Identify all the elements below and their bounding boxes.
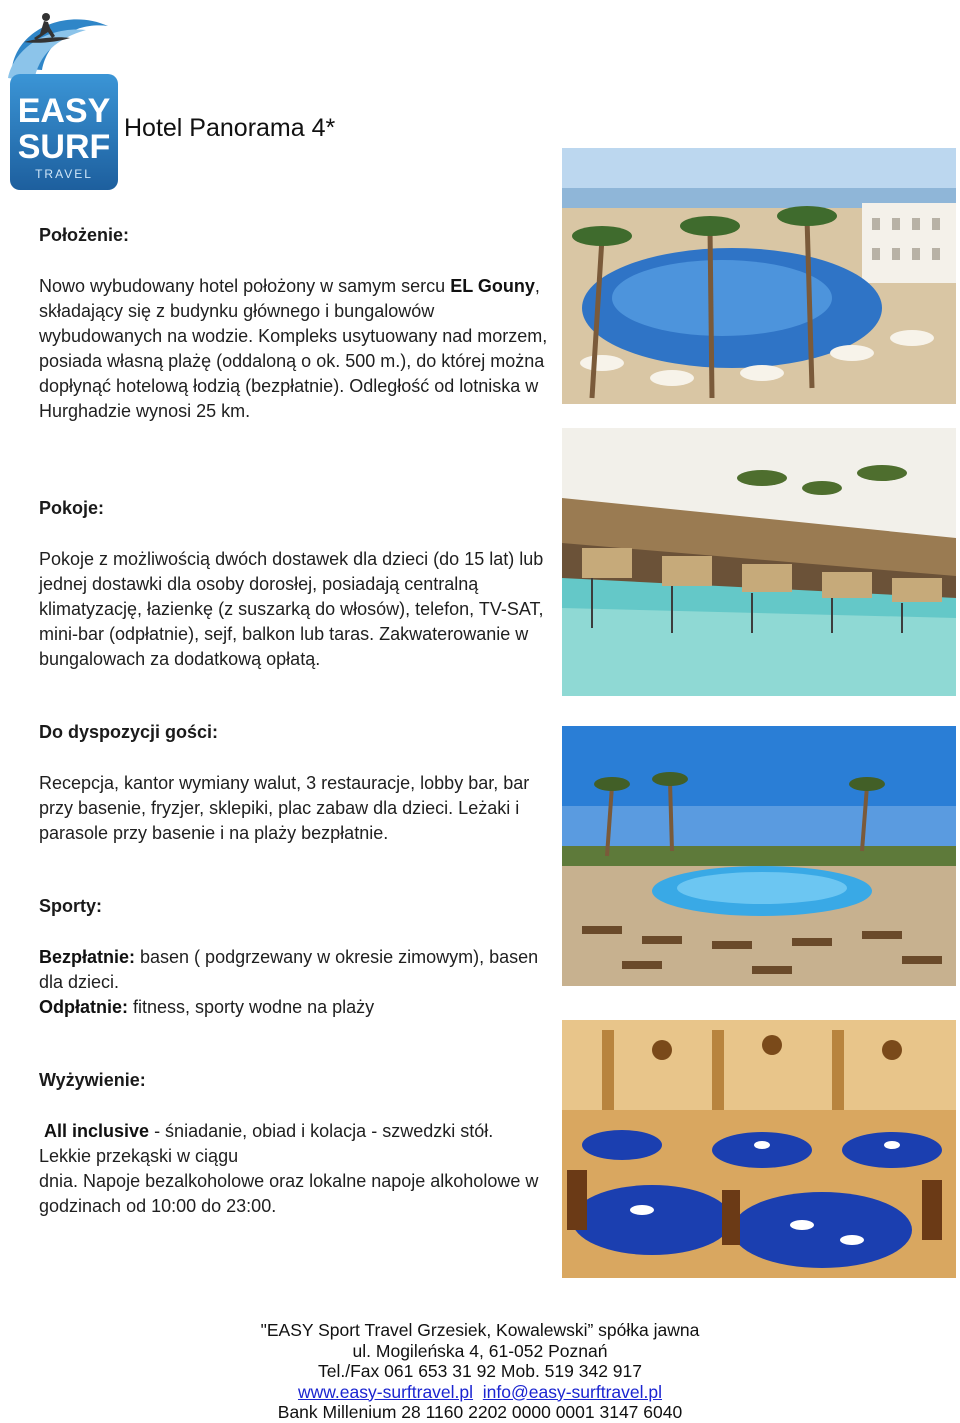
rooms-heading: Pokoje: bbox=[39, 498, 105, 518]
sports-text: Bezpłatnie: basen ( podgrzewany w okresie zimowym), basen dla dzieci. Odpłatnie: fitness, sporty wodne na plaży bbox=[39, 947, 539, 1017]
page-title: Hotel Panorama 4* bbox=[124, 114, 336, 142]
rooms-text: Pokoje z możliwością dwóch dostawek dla dzieci (do 15 lat) lub jednej dostawki dla osoby dorosłej, posiadają centralną klimatyzację, łazienkę (z suszarką do włosów), telefon, TV-SAT, mini-bar (odpłatnie), sejf, balkon lub taras. Zakwaterowanie w bungalowach za dodatkową opłatą. bbox=[39, 549, 544, 669]
sports-heading: Sporty: bbox=[39, 896, 102, 916]
footer-company: "EASY Sport Travel Grzesiek, Kowalewski” spółka jawna bbox=[260, 1320, 700, 1340]
bungalows-photo bbox=[562, 428, 956, 696]
svg-text:SURF: SURF bbox=[17, 128, 111, 166]
easy-surf-logo bbox=[8, 8, 120, 194]
facilities-heading: Do dyspozycji gości: bbox=[39, 722, 219, 742]
website-link[interactable]: www.easy-surftravel.pl bbox=[297, 1381, 474, 1402]
footer-address: ul. Mogileńska 4, 61-052 Poznań bbox=[352, 1340, 608, 1361]
pool-photo bbox=[562, 148, 956, 404]
svg-text:EASY: EASY bbox=[17, 92, 111, 130]
footer-links bbox=[0, 1382, 960, 1403]
meals-text: All inclusive - śniadanie, obiad i kolacja - szwedzki stół. Lekkie przekąski w ciągu dnia. Napoje bezalkoholowe oraz lokalne napoje alkoholowe w godzinach od 10:00 do 23:00. bbox=[39, 1121, 539, 1216]
footer-phone: Tel./Fax 061 653 31 92 Mob. 519 342 917 bbox=[318, 1361, 642, 1381]
facilities-text: Recepcja, kantor wymiany walut, 3 restauracje, lobby bar, bar przy basenie, fryzjer, sklepiki, plac zabaw dla dzieci. Leżaki i parasole przy basenie i na plaży bezpłatnie. bbox=[39, 773, 530, 843]
meals-heading: Wyżywienie: bbox=[39, 1070, 146, 1090]
restaurant-photo bbox=[562, 1020, 956, 1278]
pool-area-photo bbox=[562, 726, 956, 986]
svg-text:TRAVEL: TRAVEL bbox=[35, 167, 93, 181]
location-heading: Położenie: bbox=[39, 225, 130, 245]
footer bbox=[0, 1320, 960, 1423]
footer-bank: Bank Millenium 28 1160 2202 0000 0001 3147 6040 bbox=[277, 1402, 683, 1422]
email-link[interactable]: info@easy-surftravel.pl bbox=[482, 1381, 663, 1402]
location-text: Nowo wybudowany hotel położony w samym sercu EL Gouny, składający się z budynku głównego i bungalowów wybudowanych na wodzie. Kompleks usytuowany nad morzem, posiada własną plażę (oddaloną o ok. 500 m.), do której można dopłynąć hotelową łodzią (bezpłatnie). Odległość od lotniska w Hurghadzie wynosi 25 km. bbox=[39, 276, 548, 421]
